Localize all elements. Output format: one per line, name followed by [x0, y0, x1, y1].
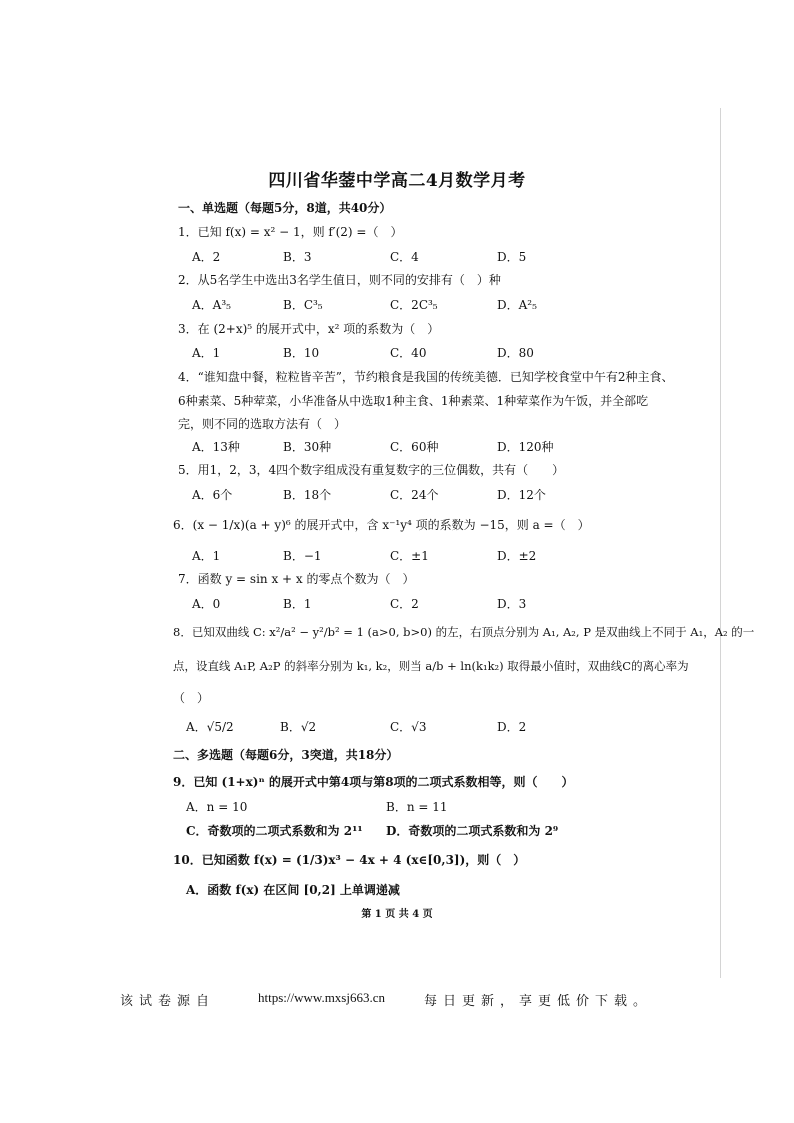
question-1: 1．已知 f(x) = x² − 1，则 f′(2) =（ ）	[178, 225, 403, 239]
q5-option-c: C．24个	[390, 488, 439, 502]
q3-option-c: C．40	[390, 346, 427, 360]
q7-option-b: B．1	[283, 597, 312, 611]
q5-option-a: A．6个	[192, 488, 233, 502]
question-9: 9．已知 (1+x)ⁿ 的展开式中第4项与第8项的二项式系数相等，则（ ）	[173, 775, 574, 789]
q4-option-c: C．60种	[390, 440, 439, 454]
question-2: 2．从5名学生中选出3名学生值日，则不同的安排有（ ）种	[178, 273, 501, 287]
exam-title: 四川省华蓥中学高二4月数学月考	[268, 171, 526, 191]
q6-option-c: C．±1	[390, 549, 429, 563]
q6-option-a: A．1	[192, 549, 221, 563]
q8-option-c: C．√3	[390, 720, 427, 734]
source-url-link[interactable]: https://www.mxsj663.cn	[258, 990, 385, 1005]
q8-option-a: A．√5/2	[186, 720, 234, 734]
question-7: 7．函数 y = sin x + x 的零点个数为（ ）	[178, 572, 415, 586]
q1-option-a: A．2	[192, 250, 221, 264]
q9-option-d: D．奇数项的二项式系数和为 2⁹	[386, 824, 559, 838]
q2-option-d: D．A²₅	[497, 298, 537, 312]
q9-option-a: A．n = 10	[186, 800, 248, 814]
question-10: 10．已知函数 f(x) = (1/3)x³ − 4x + 4 (x∈[0,3])，则（ ）	[173, 853, 526, 867]
question-3: 3．在 (2+x)⁵ 的展开式中，x² 项的系数为（ ）	[178, 322, 440, 336]
q3-option-b: B．10	[283, 346, 320, 360]
question-8-line-1: 8．已知双曲线 C: x²/a² − y²/b² = 1 (a>0, b>0) 的左，右顶点分别为 A₁, A₂, P 是双曲线上不同于 A₁，A₂ 的一	[173, 625, 755, 639]
q6-option-d: D．±2	[497, 549, 537, 563]
q8-option-b: B．√2	[280, 720, 317, 734]
page-margin-line	[720, 108, 721, 978]
question-8-line-2: 点，设直线 A₁P, A₂P 的斜率分别为 k₁, k₂，则当 a/b + ln(k₁k₂) 取得最小值时，双曲线C的离心率为	[173, 659, 689, 673]
source-note-left: 该试卷源自	[120, 994, 216, 1009]
q2-option-b: B．C³₅	[283, 298, 323, 312]
q7-option-a: A．0	[192, 597, 221, 611]
section-2-heading: 二、多选题（每题6分，3突道，共18分）	[173, 748, 399, 762]
q9-option-b: B．n = 11	[386, 800, 448, 814]
q4-option-d: D．120种	[497, 440, 554, 454]
page-number: 第 1 页 共 4 页	[361, 909, 433, 920]
q10-option-a: A．函数 f(x) 在区间 [0,2] 上单调递减	[186, 883, 400, 897]
q4-option-a: A．13种	[192, 440, 240, 454]
section-1-heading: 一、单选题（每题5分，8道，共40分）	[178, 201, 392, 215]
question-5: 5．用1，2，3，4四个数字组成没有重复数字的三位偶数，共有（ ）	[178, 463, 565, 477]
q3-option-d: D．80	[497, 346, 534, 360]
question-8-line-3: （ ）	[173, 691, 210, 705]
question-4-line-2: 6种素菜、5种荤菜，小华准备从中选取1种主食、1种素菜、1种荤菜作为午饭，并全部吃	[178, 394, 649, 408]
q9-option-c: C．奇数项的二项式系数和为 2¹¹	[186, 824, 363, 838]
q6-option-b: B．−1	[283, 549, 322, 563]
question-4-line-3: 完，则不同的选取方法有（ ）	[178, 417, 347, 431]
question-6: 6．(x − 1/x)(a + y)⁶ 的展开式中，含 x⁻¹y⁴ 项的系数为 −15，则 a =（ ）	[173, 518, 590, 532]
q3-option-a: A．1	[192, 346, 221, 360]
source-note-right: 每日更新，享更低价下载。	[424, 994, 653, 1009]
q1-option-b: B．3	[283, 250, 312, 264]
q7-option-c: C．2	[390, 597, 419, 611]
q5-option-d: D．12个	[497, 488, 546, 502]
q2-option-a: A．A³₅	[192, 298, 231, 312]
question-4-line-1: 4．“谁知盘中餐，粒粒皆辛苦”，节约粮食是我国的传统美德．已知学校食堂中午有2种主食、	[178, 370, 674, 384]
q1-option-d: D．5	[497, 250, 527, 264]
q1-option-c: C．4	[390, 250, 419, 264]
q4-option-b: B．30种	[283, 440, 332, 454]
q5-option-b: B．18个	[283, 488, 332, 502]
q2-option-c: C．2C³₅	[390, 298, 438, 312]
q8-option-d: D．2	[497, 720, 527, 734]
q7-option-d: D．3	[497, 597, 527, 611]
